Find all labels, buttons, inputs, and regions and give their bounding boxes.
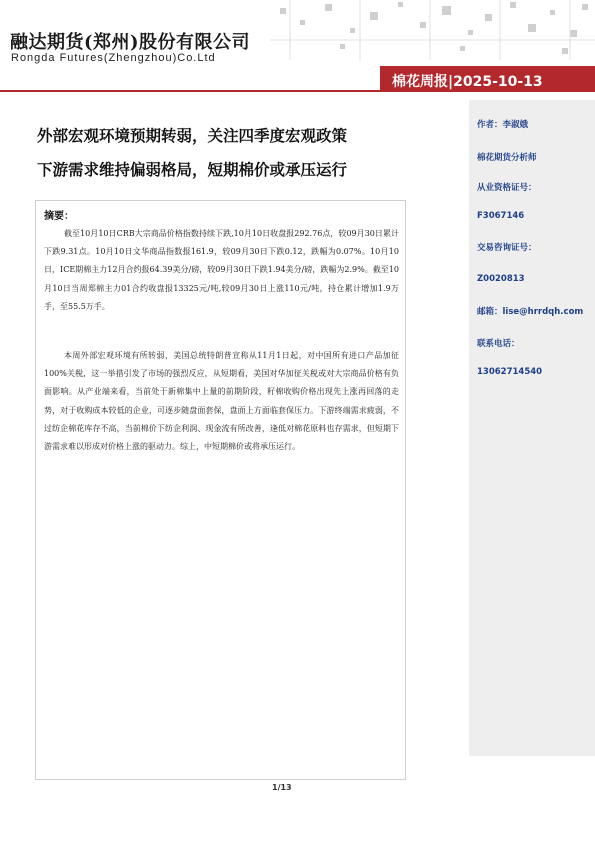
analyst-sidebar — [469, 100, 595, 756]
report-title-bar — [0, 66, 595, 92]
qualification-number: F3067146 — [477, 211, 525, 221]
headline-line-1: 外部宏观环境预期转弱，关注四季度宏观政策 — [37, 127, 348, 145]
page-number: 1/13 — [272, 783, 292, 792]
consult-label: 交易咨询证号： — [477, 243, 537, 253]
author-name: 作者：李淑娥 — [477, 120, 529, 130]
email-link[interactable]: 邮箱：lise@hrrdqh.com — [477, 307, 584, 317]
analyst-role: 棉花期货分析师 — [477, 153, 537, 163]
summary-box — [35, 200, 406, 780]
summary-paragraph: 本周外部宏观环境有所转弱，美国总统特朗普宣称从11月1日起，对中国所有进口产品加征100%关税，这一举措引发了市场的强烈反应，从短期看，美国对华加征关税或对大宗商品价格有负面影响。从产业端来看，当前处于新棉集中上量的前期阶段，籽棉收购价格出现先上涨再回落的走势，对于收购成本较低的企业，可逐步随盘面套保，盘面上方面临套保压力。下游终端需求疲弱，不过纺企棉花库存不高，当前棉价下纺企利润、现金流有所改善，逢低对棉花原料也存需求，但短期下游需求难以形成对价格上涨的驱动力。综上，中短期棉价或将承压运行。 — [44, 351, 399, 452]
company-name-cn: 融达期货(郑州)股份有限公司 — [10, 32, 251, 53]
phone-number: 13062714540 — [477, 367, 543, 377]
consult-number: Z0020813 — [477, 274, 525, 284]
summary-label: 摘要： — [44, 211, 74, 222]
headline-line-2: 下游需求维持偏弱格局，短期棉价或承压运行 — [37, 161, 348, 179]
summary-paragraph: 截至10月10日CRB大宗商品价格指数持续下跌,10月10日收盘报292.76点，较09月30日累计下跌9.31点。10月10日文华商品指数报161.9，较09月30日下跌0.12，跌幅为0.07%。10月10日，ICE期棉主力12月合约报64.39美分/磅，较09月30日下跌1.94美分/磅，跌幅为2.9%。截至10月10日当周郑棉主力01合约收盘报13325元/吨,较09月30日上涨110元/吨，持仓累计增加1.9万手，至55.5万手。 — [44, 229, 399, 311]
qualification-label: 从业资格证号： — [477, 183, 537, 193]
phone-label: 联系电话： — [477, 339, 520, 349]
company-name-en: Rongda Futures(Zhengzhou)Co.Ltd — [11, 52, 216, 64]
report-title: 棉花周报|2025-10-13 — [392, 74, 543, 90]
header-decoration — [270, 0, 595, 66]
